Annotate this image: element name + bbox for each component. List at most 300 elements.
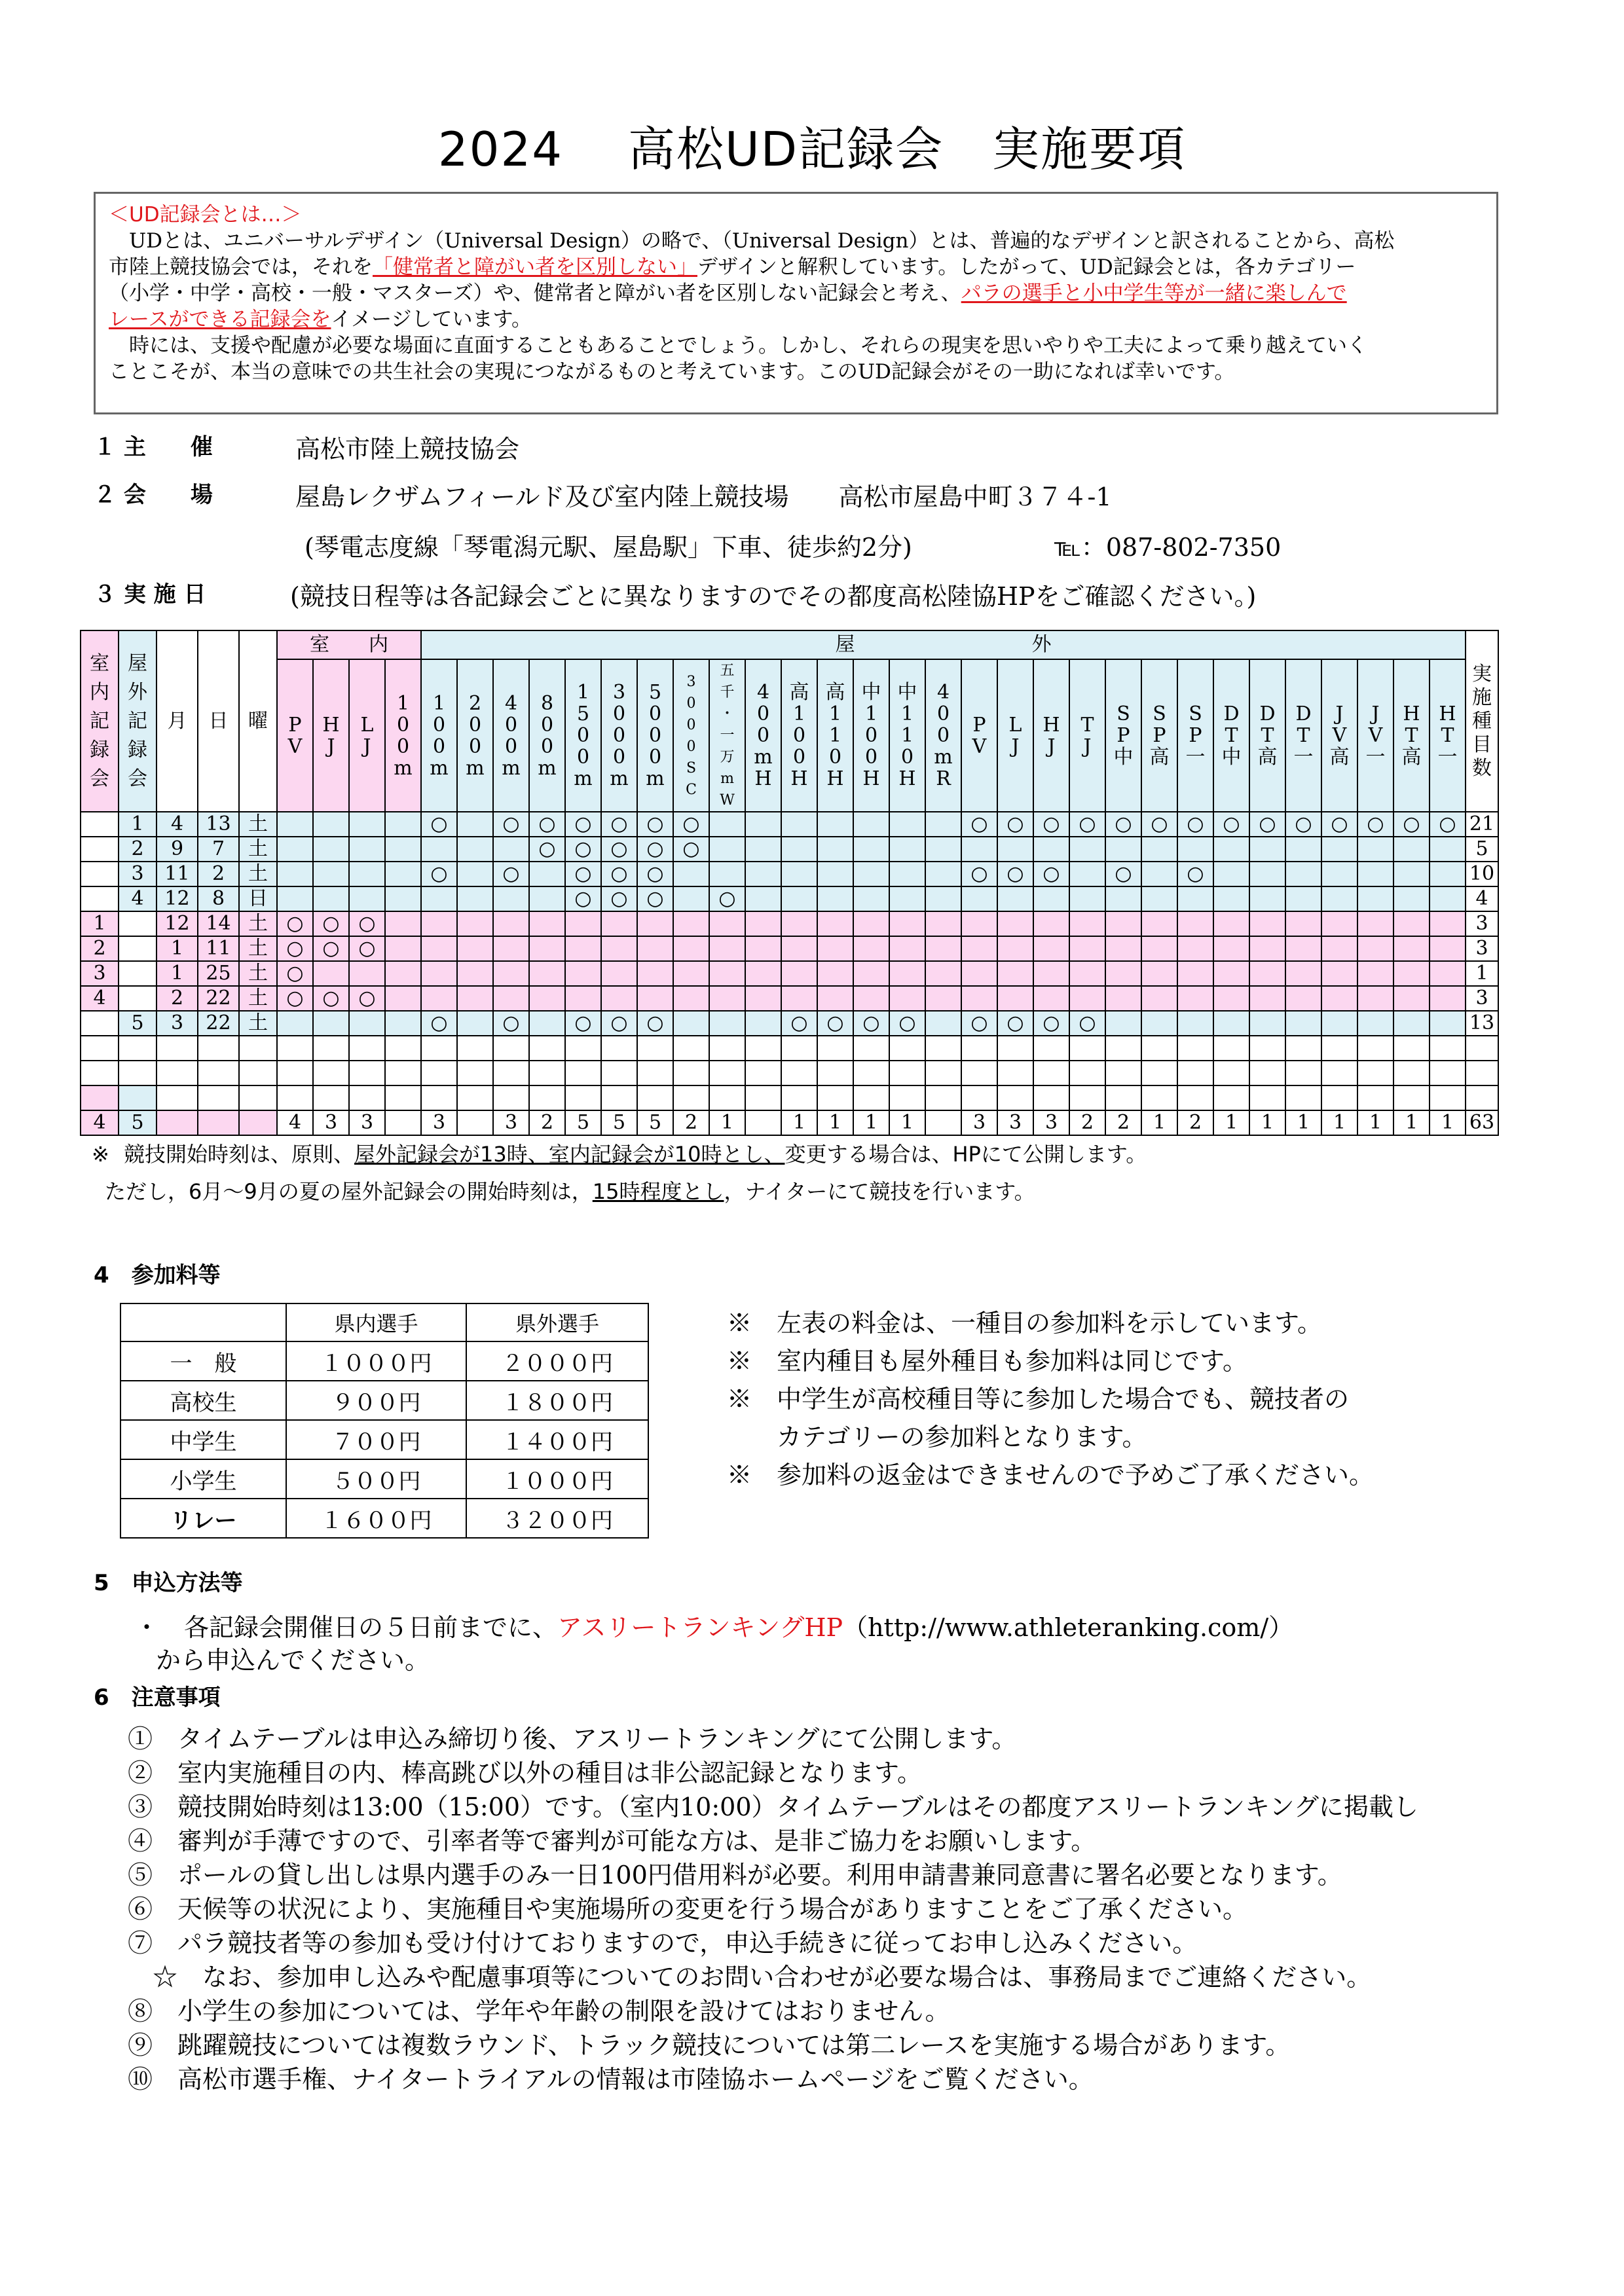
cell-empty (457, 1085, 493, 1110)
cell-event (781, 1061, 817, 1085)
event-header: 高 1 1 0 H (817, 659, 853, 812)
cell-event: ○ (997, 862, 1033, 886)
cell-event (889, 886, 925, 911)
cell-event (1357, 1061, 1393, 1085)
fee-amount: ２０００円 (466, 1341, 648, 1381)
cell-event: 1 (1393, 1110, 1430, 1135)
note-item: ② 室内実施種目の内、棒高跳び以外の種目は非公認記録となります。 (128, 1758, 922, 1787)
cell-event: 1 (889, 1110, 925, 1135)
schedule-row (81, 862, 1498, 886)
cell-event (529, 1061, 565, 1085)
cell-event (1430, 961, 1466, 986)
cell-event (961, 886, 997, 911)
cell-event (853, 936, 889, 961)
event-header: S P 高 (1141, 659, 1177, 812)
section-label: １ 主 催 (94, 434, 213, 460)
cell-event: ○ (601, 1011, 637, 1036)
cell-event: 1 (1213, 1110, 1249, 1135)
cell-dow: 日 (239, 886, 277, 911)
cell-event (457, 812, 493, 837)
cell-event (1141, 986, 1177, 1011)
cell-event (961, 911, 997, 936)
cell-event (493, 936, 529, 961)
cell-empty (853, 1085, 889, 1110)
cell-event: ○ (1069, 812, 1105, 837)
cell-dow: 土 (239, 936, 277, 961)
cell-event (565, 1061, 601, 1085)
cell-event (997, 986, 1033, 1011)
cell-event (1285, 886, 1321, 911)
athlete-ranking-link[interactable]: アスリートランキングHP (557, 1613, 843, 1642)
cell-event: 3 (493, 1110, 529, 1135)
cell-event (745, 961, 781, 986)
cell-event (673, 986, 709, 1011)
cell-event (1285, 837, 1321, 862)
fee-amount: １４００円 (466, 1420, 648, 1459)
cell-event (745, 862, 781, 886)
cell-event (565, 986, 601, 1011)
intro-highlight: 「健常者と障がい者を区別しない」 (373, 255, 697, 279)
cell-event (745, 1110, 781, 1135)
cell-event (1393, 936, 1430, 961)
cell-event (1285, 936, 1321, 961)
cell-event (961, 986, 997, 1011)
cell-count: 1 (1466, 961, 1498, 986)
cell-event: ○ (1033, 862, 1069, 886)
cell-event (1321, 961, 1357, 986)
cell-event (1141, 1011, 1177, 1036)
cell-event (925, 961, 961, 986)
cell-event (637, 911, 673, 936)
cell-event (385, 936, 421, 961)
cell-event: 4 (277, 1110, 313, 1135)
cell-event (1249, 862, 1285, 886)
cell-event (565, 936, 601, 961)
cell-outdoor-no (119, 1036, 157, 1061)
note-item: ① タイムテーブルは申込み締切り後、アスリートランキングにて公開します。 (128, 1724, 1017, 1753)
cell-outdoor-no (119, 961, 157, 986)
cell-event (1357, 936, 1393, 961)
cell-empty (277, 1085, 313, 1110)
cell-day (198, 1036, 239, 1061)
cell-event (1285, 986, 1321, 1011)
cell-event: ○ (1069, 1011, 1105, 1036)
cell-event (1069, 1036, 1105, 1061)
fee-amount: １０００円 (286, 1341, 466, 1381)
cell-event (1393, 837, 1430, 862)
cell-event (1357, 961, 1393, 986)
cell-event (529, 886, 565, 911)
cell-event (457, 886, 493, 911)
cell-event (421, 1036, 457, 1061)
cell-event (853, 812, 889, 837)
cell-event (1430, 1061, 1466, 1085)
cell-event (745, 1036, 781, 1061)
cell-event (1285, 1061, 1321, 1085)
cell-event (385, 961, 421, 986)
header-outdoor: 屋 外 (421, 630, 1466, 659)
cell-event: 1 (709, 1110, 745, 1135)
cell-event: ○ (277, 911, 313, 936)
note-item: ⑥ 天候等の状況により、実施種目や実施場所の変更を行う場合がありますことをご了承ください。 (128, 1895, 1248, 1923)
cell-event: 3 (997, 1110, 1033, 1135)
header-indoor-no: 室 内 記 録 会 (81, 630, 119, 812)
cell-event: ○ (637, 837, 673, 862)
cell-event (925, 812, 961, 837)
note-item: ⑧ 小学生の参加については、学年や年齢の制限を設けてはおりません。 (128, 1997, 950, 2026)
cell-event (1033, 986, 1069, 1011)
cell-event (961, 936, 997, 961)
cell-empty (1105, 1085, 1141, 1110)
section-apply-label: 5 申込方法等 (94, 1570, 243, 1596)
cell-count: 3 (1466, 936, 1498, 961)
apply-line-1 (134, 1607, 1293, 1643)
event-header: P V (277, 659, 313, 812)
cell-event (745, 812, 781, 837)
cell-event (1249, 1011, 1285, 1036)
cell-outdoor-no: 5 (119, 1011, 157, 1036)
cell-event (1177, 837, 1213, 862)
cell-event (421, 986, 457, 1011)
cell-event (529, 862, 565, 886)
cell-event: ○ (493, 862, 529, 886)
cell-count: 3 (1466, 986, 1498, 1011)
section-value: (競技日程等は各記録会ごとに異なりますのでその都度高松陸協HPをご確認ください。) (290, 582, 1257, 611)
cell-event (673, 911, 709, 936)
cell-event: ○ (421, 862, 457, 886)
cell-event (1393, 986, 1430, 1011)
cell-empty (601, 1085, 637, 1110)
cell-event (457, 862, 493, 886)
cell-event (709, 911, 745, 936)
cell-event: ○ (349, 986, 385, 1011)
cell-event (1430, 986, 1466, 1011)
notes-list (128, 1719, 1418, 2093)
event-header: L J (997, 659, 1033, 812)
cell-event (817, 1061, 853, 1085)
event-header: 3 0 0 0 m (601, 659, 637, 812)
cell-event (889, 812, 925, 837)
cell-event (385, 1110, 421, 1135)
cell-event (1033, 936, 1069, 961)
fee-header: 県外選手 (466, 1303, 648, 1341)
cell-empty (1357, 1085, 1393, 1110)
cell-event (781, 812, 817, 837)
cell-event (1393, 961, 1430, 986)
cell-event: ○ (673, 837, 709, 862)
cell-event (529, 911, 565, 936)
intro-title: ＜UD記録会とは…＞ (109, 203, 302, 227)
cell-event (493, 911, 529, 936)
cell-event (457, 961, 493, 986)
cell-event (493, 961, 529, 986)
cell-event (637, 961, 673, 986)
cell-event (349, 1011, 385, 1036)
header-count: 実 施 種 目 数 (1466, 630, 1498, 812)
cell-event (1393, 1036, 1430, 1061)
cell-event (1357, 862, 1393, 886)
cell-event: ○ (313, 986, 349, 1011)
cell-empty (1069, 1085, 1105, 1110)
cell-event: ○ (1321, 812, 1357, 837)
cell-event (997, 886, 1033, 911)
cell-event (745, 911, 781, 936)
event-header: D T 高 (1249, 659, 1285, 812)
cell-event (925, 936, 961, 961)
cell-event (1177, 911, 1213, 936)
cell-event: ○ (961, 1011, 997, 1036)
cell-event (853, 986, 889, 1011)
cell-event (817, 862, 853, 886)
cell-day: 13 (198, 812, 239, 837)
cell-event (673, 961, 709, 986)
cell-event (457, 911, 493, 936)
intro-line: UDとは、ユニバーサルデザイン（Universal Design）の略で、（Universal Design）とは、普遍的なデザインと訳されることから、高松 (109, 229, 1395, 253)
cell-event (313, 812, 349, 837)
fee-table (120, 1303, 649, 1539)
cell-event (1033, 886, 1069, 911)
event-header: D T 一 (1285, 659, 1321, 812)
cell-indoor-no (81, 1036, 119, 1061)
cell-indoor-no: 3 (81, 961, 119, 986)
event-header: 5 0 0 0 m (637, 659, 673, 812)
cell-event (781, 911, 817, 936)
cell-event: ○ (709, 886, 745, 911)
cell-event (601, 986, 637, 1011)
cell-event (313, 886, 349, 911)
cell-event (781, 862, 817, 886)
header-day: 日 (198, 630, 239, 812)
cell-event (313, 862, 349, 886)
event-header: 8 0 0 m (529, 659, 565, 812)
schedule-row (81, 886, 1498, 911)
note-emphasis: 15時程度とし (592, 1179, 724, 1204)
cell-event: 1 (1141, 1110, 1177, 1135)
cell-event (601, 911, 637, 936)
cell-event (1141, 961, 1177, 986)
cell-event (1393, 886, 1430, 911)
cell-event: 3 (961, 1110, 997, 1135)
cell-indoor-no (81, 886, 119, 911)
cell-event (889, 986, 925, 1011)
cell-event (1321, 862, 1357, 886)
cell-event: ○ (889, 1011, 925, 1036)
cell-event (1357, 986, 1393, 1011)
schedule-row (81, 936, 1498, 961)
schedule-total-row (81, 1110, 1498, 1135)
cell-event (817, 886, 853, 911)
cell-empty (1141, 1085, 1177, 1110)
note-item: ⑦ パラ競技者等の参加も受け付けておりますので，申込手続きに従ってお申し込みください。 (128, 1929, 1198, 1958)
cell-event: ○ (349, 911, 385, 936)
cell-dow: 土 (239, 1011, 277, 1036)
cell-event (709, 862, 745, 886)
cell-event: ○ (961, 812, 997, 837)
cell-outdoor-no: 4 (119, 886, 157, 911)
cell-dow: 土 (239, 961, 277, 986)
schedule-row (81, 911, 1498, 936)
cell-count (1466, 1061, 1498, 1085)
cell-event: 2 (1105, 1110, 1141, 1135)
cell-event (1357, 1036, 1393, 1061)
cell-event (1105, 986, 1141, 1011)
cell-event (1069, 911, 1105, 936)
cell-month: 12 (157, 911, 198, 936)
time-note-1 (92, 1138, 1147, 1168)
fee-note: ※ 参加料の返金はできませんので予めご了承ください。 (727, 1461, 1375, 1489)
cell-event: ○ (421, 812, 457, 837)
cell-event: ○ (637, 812, 673, 837)
cell-event (1249, 961, 1285, 986)
cell-event (997, 1061, 1033, 1085)
cell-empty (1393, 1085, 1430, 1110)
cell-count: 21 (1466, 812, 1498, 837)
cell-event: ○ (277, 986, 313, 1011)
cell-event (1430, 886, 1466, 911)
event-header: J V 一 (1357, 659, 1393, 812)
cell-event (313, 1011, 349, 1036)
cell-event: ○ (313, 936, 349, 961)
fee-category: 一 般 (120, 1341, 286, 1381)
cell-event (781, 936, 817, 961)
cell-event (349, 1061, 385, 1085)
cell-event (889, 961, 925, 986)
cell-event (421, 911, 457, 936)
cell-event (709, 961, 745, 986)
cell-event (997, 1036, 1033, 1061)
cell-event (1430, 911, 1466, 936)
cell-indoor-no (81, 862, 119, 886)
event-header: L J (349, 659, 385, 812)
cell-event (1249, 886, 1285, 911)
cell-event (1285, 862, 1321, 886)
cell-event: ○ (997, 812, 1033, 837)
intro-highlight: レースができる記録会を (109, 308, 331, 331)
cell-event (529, 986, 565, 1011)
event-header: 2 0 0 m (457, 659, 493, 812)
schedule-event-row (81, 659, 1498, 812)
cell-event: 2 (529, 1110, 565, 1135)
fee-category: 中学生 (120, 1420, 286, 1459)
note-text: ，ナイターにて競技を行います。 (724, 1179, 1035, 1204)
cell-event: ○ (529, 812, 565, 837)
cell-event (925, 862, 961, 886)
cell-event (277, 837, 313, 862)
cell-event (385, 812, 421, 837)
cell-event (637, 986, 673, 1011)
cell-event: ○ (1177, 812, 1213, 837)
cell-event (313, 1061, 349, 1085)
cell-event (529, 1036, 565, 1061)
cell-event (349, 837, 385, 862)
cell-event: ○ (493, 812, 529, 837)
cell-event (1285, 1011, 1321, 1036)
cell-event (1321, 1061, 1357, 1085)
fee-category: 小学生 (120, 1459, 286, 1499)
fee-amount: １６００円 (286, 1499, 466, 1538)
intro-text: デザインと解釈しています。したがって、UD記録会とは，各カテゴリー (697, 255, 1356, 279)
cell-dow: 土 (239, 911, 277, 936)
cell-month (157, 1061, 198, 1085)
cell-event (1213, 886, 1249, 911)
cell-event (745, 986, 781, 1011)
cell-event (1105, 1061, 1141, 1085)
cell-empty (157, 1085, 198, 1110)
cell-event: ○ (421, 1011, 457, 1036)
note-item: ③ 競技開始時刻は13:00（15:00）です。（室内10:00）タイムテーブルはその都度アスリートランキングに掲載し (128, 1793, 1418, 1821)
cell-event (709, 1061, 745, 1085)
header-dow: 曜 (239, 630, 277, 812)
cell-event (385, 837, 421, 862)
cell-empty (709, 1085, 745, 1110)
event-header: P V (961, 659, 997, 812)
cell-event (781, 886, 817, 911)
cell-event (1177, 886, 1213, 911)
cell-event: 2 (1177, 1110, 1213, 1135)
cell-day: 25 (198, 961, 239, 986)
cell-indoor-no: 2 (81, 936, 119, 961)
cell-dow (239, 1036, 277, 1061)
cell-event (817, 812, 853, 837)
event-header: H J (313, 659, 349, 812)
schedule-row (81, 837, 1498, 862)
apply-text: ・ 各記録会開催日の５日前までに、 (134, 1613, 558, 1642)
cell-event (709, 1011, 745, 1036)
cell-event (1249, 911, 1285, 936)
cell-event (313, 1036, 349, 1061)
cell-event (1177, 1061, 1213, 1085)
cell-event: ○ (565, 837, 601, 862)
cell-event (457, 1110, 493, 1135)
event-header: 中 1 1 0 H (889, 659, 925, 812)
cell-month: 12 (157, 886, 198, 911)
cell-event (1141, 837, 1177, 862)
cell-event: ○ (637, 1011, 673, 1036)
cell-event (421, 961, 457, 986)
cell-event (1213, 986, 1249, 1011)
schedule-header-row (81, 630, 1498, 659)
header-month: 月 (157, 630, 198, 812)
cell-event (889, 1061, 925, 1085)
cell-count: 63 (1466, 1110, 1498, 1135)
cell-outdoor-no: 1 (119, 812, 157, 837)
fee-header-row (120, 1303, 648, 1341)
cell-empty (81, 1085, 119, 1110)
note-item: ⑩ 高松市選手権、ナイタートライアルの情報は市陸協ホームページをご覧ください。 (128, 2065, 1094, 2094)
cell-empty (565, 1085, 601, 1110)
cell-event (1141, 936, 1177, 961)
cell-event (889, 837, 925, 862)
note-text: ただし，6月～9月の夏の屋外記録会の開始時刻は， (105, 1179, 593, 1204)
cell-empty (1213, 1085, 1249, 1110)
cell-event (277, 1011, 313, 1036)
cell-event: ○ (1249, 812, 1285, 837)
cell-event (853, 862, 889, 886)
cell-event (1141, 1061, 1177, 1085)
cell-count: 13 (1466, 1011, 1498, 1036)
cell-event (673, 1011, 709, 1036)
cell-event (1105, 911, 1141, 936)
cell-event (1357, 837, 1393, 862)
cell-month: 9 (157, 837, 198, 862)
cell-event: ○ (601, 886, 637, 911)
cell-event (961, 1036, 997, 1061)
venue-access: (琴電志度線「琴電潟元駅、屋島駅」下車、徒歩約2分) (304, 533, 912, 562)
cell-event (709, 1036, 745, 1061)
cell-event (745, 1011, 781, 1036)
cell-event (277, 862, 313, 886)
section-value: 屋島レクザムフィールド及び室内陸上競技場 高松市屋島中町３７４-1 (295, 483, 1112, 511)
